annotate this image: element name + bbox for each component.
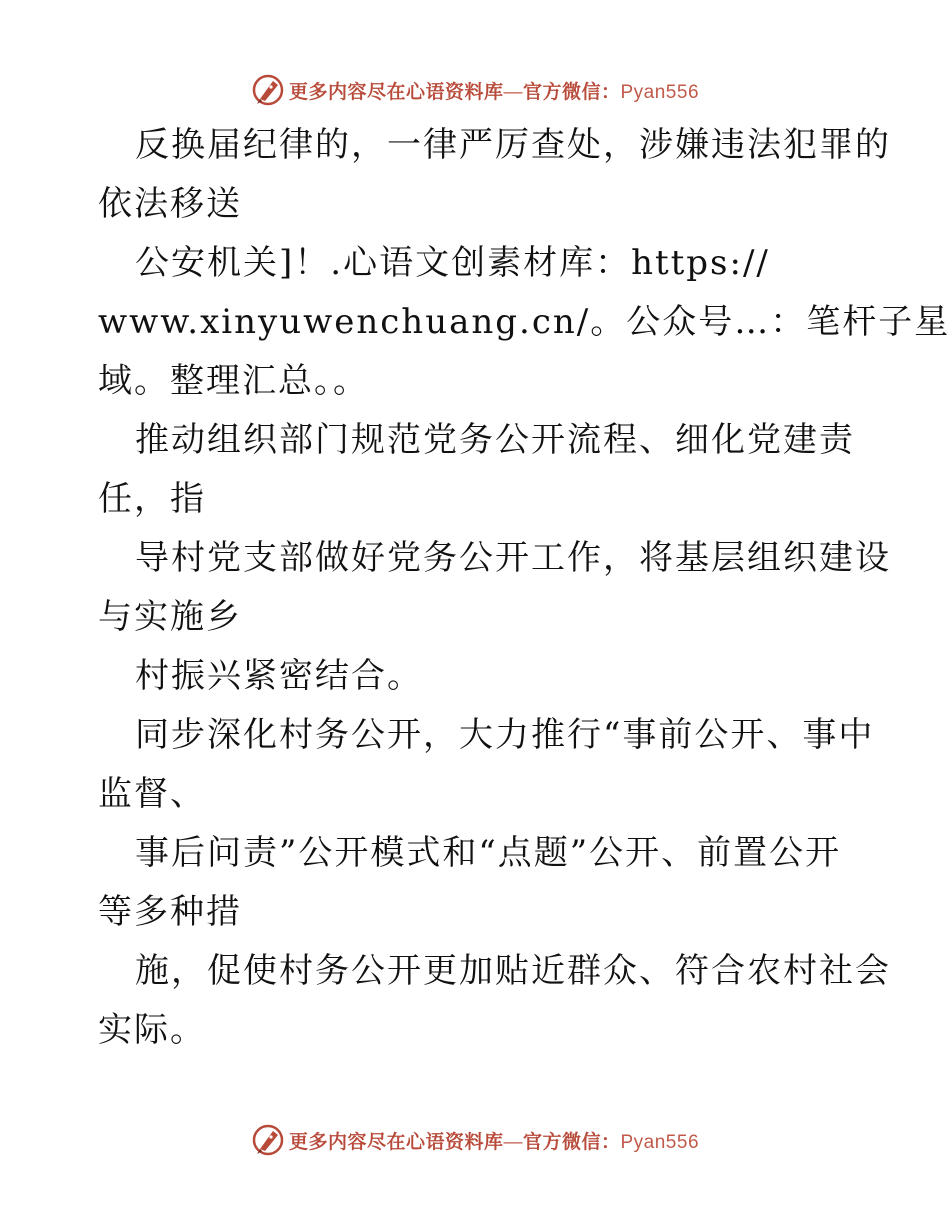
footer-brand: 更多内容尽在心语资料库	[288, 1130, 504, 1153]
body-line: 反换届纪律的，一律严厉查处，涉嫌违法犯罪的	[135, 125, 891, 165]
header-dash: —	[503, 81, 523, 103]
footer-banner	[0, 1120, 950, 1160]
header-brand: 更多内容尽在心语资料库	[288, 80, 504, 103]
header-banner	[0, 70, 950, 110]
body-line-url: www.xinyuwenchuang.cn/。公众号…：笔杆子星	[98, 302, 950, 342]
body-line: 任，指	[98, 479, 206, 519]
header-wechat-label: 官方微信：	[522, 80, 621, 103]
body-line: 施，促使村务公开更加贴近群众、符合农村社会	[135, 951, 891, 991]
body-line: 依法移送	[98, 184, 242, 224]
header-wechat-id: Pyan556	[620, 81, 700, 103]
pen-nib-logo-icon	[251, 73, 285, 107]
body-line: 推动组织部门规范党务公开流程、细化党建责	[135, 420, 855, 460]
body-line: 域。整理汇总。。	[98, 361, 369, 401]
body-line: 与实施乡	[98, 597, 242, 637]
pen-nib-logo-icon	[251, 1123, 285, 1157]
footer-wechat-id: Pyan556	[620, 1131, 700, 1153]
footer-wechat-label: 官方微信：	[522, 1130, 621, 1153]
footer-dash: —	[503, 1131, 523, 1153]
body-line: 实际。	[98, 1010, 206, 1050]
body-line: 事后问责”公开模式和“点题”公开、前置公开	[135, 833, 842, 873]
header-banner-text	[289, 77, 699, 104]
body-line: 同步深化村务公开，大力推行“事前公开、事中	[135, 715, 875, 755]
body-line: 监督、	[98, 774, 206, 814]
body-line: 公安机关]！.心语文创素材库：https://	[135, 243, 770, 283]
body-line: 导村党支部做好党务公开工作，将基层组织建设	[135, 538, 891, 578]
document-body	[98, 116, 950, 1060]
body-line: 等多种措	[98, 892, 242, 932]
body-line: 村振兴紧密结合。	[135, 656, 423, 696]
footer-banner-text	[289, 1127, 699, 1154]
